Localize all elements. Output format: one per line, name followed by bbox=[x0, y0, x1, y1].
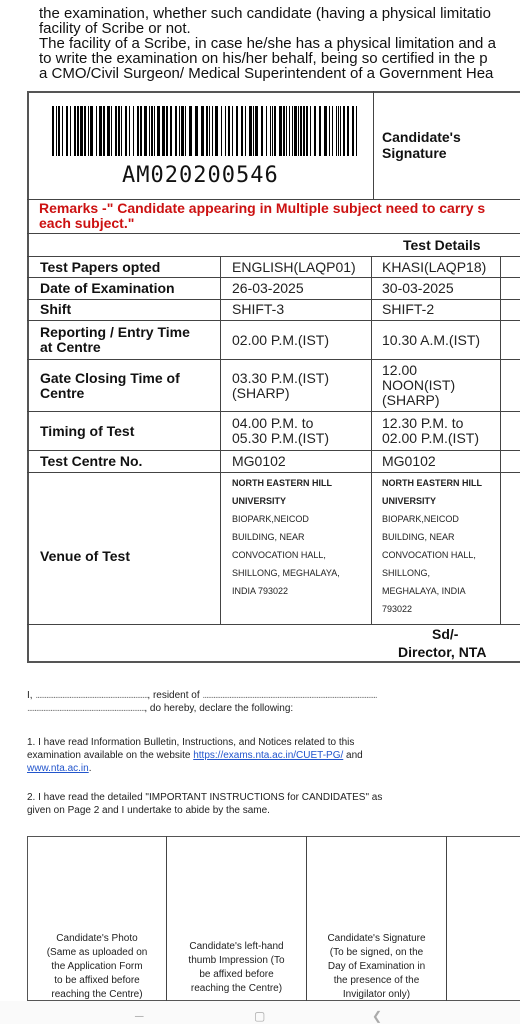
barcode-bar bbox=[338, 106, 339, 156]
barcode-bar bbox=[314, 106, 316, 156]
barcode-bar bbox=[129, 106, 130, 156]
barcode-bar bbox=[306, 106, 308, 156]
barcode-bar bbox=[133, 106, 134, 156]
row-label-test-papers: Test Papers opted bbox=[40, 259, 161, 275]
back-icon[interactable]: ❮ bbox=[372, 1009, 383, 1023]
barcode-bar bbox=[111, 106, 112, 156]
barcode-bar bbox=[300, 106, 302, 156]
barcode-bar bbox=[140, 106, 142, 156]
row-divider bbox=[27, 411, 520, 412]
barcode-bar bbox=[356, 106, 357, 156]
venue-1-value bbox=[232, 474, 340, 600]
value-line: 02.00 P.M.(IST) bbox=[382, 430, 480, 446]
declaration-text: 2. I have read the detailed "IMPORTANT INSTRUCTIONS for CANDIDATES" as bbox=[27, 792, 383, 803]
venue-line: CONVOCATION HALL, bbox=[382, 550, 476, 560]
value-line: 04.00 P.M. to bbox=[232, 415, 314, 431]
barcode-bar bbox=[77, 106, 79, 156]
director-title: Director, NTA bbox=[398, 644, 487, 660]
application-number: AM020200546 bbox=[122, 163, 279, 188]
barcode-bar bbox=[70, 106, 71, 156]
value-line: (SHARP) bbox=[382, 392, 440, 408]
caption-line: (Same as uploaded on bbox=[46, 947, 148, 958]
caption-line: reaching the Centre) bbox=[51, 989, 143, 1000]
row-label-shift: Shift bbox=[40, 301, 72, 317]
blank-line: ............................................................... bbox=[35, 690, 148, 701]
barcode-bar bbox=[62, 106, 63, 156]
barcode-bar bbox=[90, 106, 93, 156]
declaration-line-2 bbox=[27, 702, 293, 715]
barcode-bar bbox=[324, 106, 327, 156]
barcode-bar bbox=[255, 106, 258, 156]
gate-2-value bbox=[382, 363, 455, 408]
venue-line: SHILLONG, MEGHALAYA, bbox=[232, 568, 340, 578]
barcode-bar bbox=[215, 106, 218, 156]
scribe-instructions bbox=[39, 6, 520, 81]
barcode-bar bbox=[274, 106, 276, 156]
system-nav-bar bbox=[0, 1001, 520, 1024]
venue-line: MEGHALAYA, INDIA bbox=[382, 586, 466, 596]
barcode-bar bbox=[118, 106, 120, 156]
barcode-bar bbox=[201, 106, 204, 156]
home-icon[interactable]: ▢ bbox=[254, 1009, 266, 1023]
barcode-bar bbox=[195, 106, 198, 156]
barcode-bar bbox=[279, 106, 282, 156]
label-line: Reporting / Entry Time bbox=[40, 324, 190, 340]
row-divider bbox=[27, 624, 520, 625]
row-divider bbox=[27, 320, 520, 321]
declaration-text: , do hereby, declare the following: bbox=[144, 703, 294, 714]
barcode-bar bbox=[221, 106, 222, 156]
barcode-bar bbox=[270, 106, 271, 156]
barcode-bar bbox=[66, 106, 68, 156]
barcode-bar bbox=[157, 106, 160, 156]
date-1-value: 26-03-2025 bbox=[232, 280, 304, 296]
barcode-bar bbox=[294, 106, 297, 156]
barcode-bar bbox=[149, 106, 150, 156]
caption-line: Invigilator only) bbox=[342, 989, 411, 1000]
barcode-bar bbox=[253, 106, 254, 156]
instruction-line: the examination, whether such candidate (having a physical limitatio bbox=[39, 6, 491, 22]
caption-line: (To be signed, on the bbox=[329, 947, 424, 958]
caption-line: be affixed before bbox=[199, 969, 274, 980]
instruction-line: The facility of a Scribe, in case he/she has a physical limitation and a bbox=[39, 35, 496, 52]
value-line: 12.00 bbox=[382, 362, 418, 378]
value-line: NOON(IST) bbox=[382, 377, 456, 393]
declaration-text: and bbox=[343, 750, 363, 761]
barcode-bar bbox=[236, 106, 238, 156]
column-divider bbox=[371, 256, 372, 624]
remarks-text bbox=[39, 201, 520, 231]
barcode-bar bbox=[225, 106, 226, 156]
barcode-bar bbox=[175, 106, 177, 156]
reporting-1-value: 02.00 P.M.(IST) bbox=[232, 332, 330, 348]
label-line: Gate Closing Time of bbox=[40, 370, 180, 386]
remarks-line: Remarks -" Candidate appearing in Multiple subject need to carry s bbox=[39, 201, 486, 216]
caption-line: Candidate's Photo bbox=[56, 933, 138, 944]
divider bbox=[27, 233, 520, 234]
paper-2-value: KHASI(LAQP18) bbox=[382, 259, 487, 275]
caption-line: thumb Impression (To bbox=[188, 955, 285, 966]
row-divider bbox=[27, 472, 520, 473]
barcode-bar bbox=[303, 106, 305, 156]
barcode-bar bbox=[185, 106, 186, 156]
barcode-bar bbox=[115, 106, 117, 156]
barcode-bar bbox=[107, 106, 110, 156]
centre-1-value: MG0102 bbox=[232, 453, 286, 469]
caption-line: Candidate's Signature bbox=[327, 933, 426, 944]
barcode-bar bbox=[289, 106, 290, 156]
declaration-text: I, bbox=[27, 690, 36, 701]
barcode-bar bbox=[228, 106, 230, 156]
barcode-bar bbox=[96, 106, 97, 156]
venue-2-value bbox=[382, 474, 482, 618]
barcode-bar bbox=[154, 106, 155, 156]
thumb-box-caption bbox=[167, 940, 306, 996]
box-divider bbox=[446, 836, 447, 1001]
instruction-line: facility of Scribe or not. bbox=[39, 20, 191, 37]
venue-line: NORTH EASTERN HILL bbox=[232, 478, 332, 488]
row-divider bbox=[27, 277, 520, 278]
barcode-bar bbox=[84, 106, 86, 156]
venue-line: UNIVERSITY bbox=[382, 496, 437, 506]
caption-line: the Application Form bbox=[51, 961, 143, 972]
barcode-bar bbox=[162, 106, 165, 156]
row-label-timing: Timing of Test bbox=[40, 423, 135, 439]
barcode-bar bbox=[52, 106, 54, 156]
barcode-bar bbox=[121, 106, 122, 156]
caption-line: Day of Examination in bbox=[327, 961, 426, 972]
declaration-line-1 bbox=[27, 689, 377, 702]
barcode-bar bbox=[347, 106, 349, 156]
barcode-bar bbox=[166, 106, 168, 156]
caption-line: the presence of the bbox=[333, 975, 420, 986]
barcode-bar bbox=[245, 106, 246, 156]
barcode-bar bbox=[261, 106, 263, 156]
row-label-reporting bbox=[40, 325, 190, 355]
venue-line: BIOPARK,NEICOD bbox=[382, 514, 459, 524]
row-divider bbox=[27, 359, 520, 360]
signature-label-line: Signature bbox=[382, 145, 447, 161]
barcode-bar bbox=[292, 106, 293, 156]
venue-line: BUILDING, NEAR bbox=[382, 532, 455, 542]
declaration-item-1 bbox=[27, 736, 363, 775]
venue-line: BUILDING, NEAR bbox=[232, 532, 305, 542]
barcode-bar bbox=[336, 106, 337, 156]
barcode-bar bbox=[125, 106, 127, 156]
barcode-bar bbox=[298, 106, 299, 156]
declaration-item-2 bbox=[27, 791, 382, 817]
divider bbox=[27, 256, 520, 257]
barcode-bar bbox=[332, 106, 333, 156]
barcode-image bbox=[52, 106, 362, 156]
remarks-line: each subject." bbox=[39, 215, 135, 231]
timing-2-value bbox=[382, 416, 479, 446]
test-details-header: Test Details bbox=[403, 237, 481, 253]
shift-2-value: SHIFT-2 bbox=[382, 301, 435, 317]
barcode-bar bbox=[319, 106, 321, 156]
divider bbox=[27, 199, 520, 200]
cuet-pg-link[interactable]: https://exams.nta.ac.in/CUET-PG/ bbox=[193, 750, 344, 761]
instruction-line: a CMO/Civil Surgeon/ Medical Superintendent of a Government Hea bbox=[39, 65, 494, 81]
venue-line: CONVOCATION HALL, bbox=[232, 550, 326, 560]
venue-line: INDIA 793022 bbox=[232, 586, 289, 596]
value-line: 12.30 P.M. to bbox=[382, 415, 464, 431]
barcode-bar bbox=[56, 106, 57, 156]
barcode-bar bbox=[249, 106, 252, 156]
reporting-2-value: 10.30 A.M.(IST) bbox=[382, 332, 481, 348]
barcode-bar bbox=[181, 106, 184, 156]
barcode-bar bbox=[189, 106, 192, 156]
instruction-line: to write the examination on his/her behalf, being so certified in the p bbox=[39, 50, 488, 67]
centre-2-value: MG0102 bbox=[382, 453, 436, 469]
date-2-value: 30-03-2025 bbox=[382, 280, 454, 296]
barcode-bar bbox=[241, 106, 243, 156]
photo-box-caption bbox=[28, 932, 166, 1002]
barcode-bar bbox=[266, 106, 267, 156]
barcode-bar bbox=[151, 106, 153, 156]
recent-apps-icon[interactable]: ─ bbox=[135, 1009, 144, 1023]
caption-line: Candidate's left-hand bbox=[189, 941, 284, 952]
barcode-bar bbox=[80, 106, 83, 156]
paper-1-value: ENGLISH(LAQP01) bbox=[232, 259, 356, 275]
column-divider bbox=[500, 256, 501, 624]
value-line: (SHARP) bbox=[232, 385, 290, 401]
venue-line: NORTH EASTERN HILL bbox=[382, 478, 482, 488]
signature-box-caption bbox=[307, 932, 446, 1002]
barcode-bar bbox=[352, 106, 354, 156]
barcode-bar bbox=[329, 106, 330, 156]
label-line: at Centre bbox=[40, 339, 101, 355]
declaration-text: examination available on the website bbox=[27, 750, 194, 761]
signature-label-line: Candidate's bbox=[382, 129, 461, 145]
declaration-text: 1. I have read Information Bulletin, Instructions, and Notices related to this bbox=[27, 737, 355, 748]
barcode-bar bbox=[170, 106, 172, 156]
barcode-bar bbox=[179, 106, 180, 156]
caption-line: to be affixed before bbox=[54, 975, 140, 986]
barcode-bar bbox=[137, 106, 139, 156]
declaration-text: , resident of bbox=[147, 690, 203, 701]
venue-line: BIOPARK,NEICOD bbox=[232, 514, 309, 524]
barcode-bar bbox=[340, 106, 341, 156]
barcode-bar bbox=[206, 106, 208, 156]
blank-line: .................................................................................................. bbox=[202, 690, 377, 701]
barcode-bar bbox=[88, 106, 89, 156]
gate-1-value bbox=[232, 371, 329, 401]
row-label-gate-closing bbox=[40, 371, 180, 401]
barcode-bar bbox=[343, 106, 345, 156]
row-divider bbox=[27, 299, 520, 300]
venue-line: 793022 bbox=[382, 604, 413, 614]
row-label-centre-no: Test Centre No. bbox=[40, 453, 143, 469]
signed-mark: Sd/- bbox=[432, 626, 459, 642]
blank-line: .................................................................. bbox=[27, 703, 145, 714]
declaration-text: . bbox=[88, 763, 92, 774]
barcode-bar bbox=[286, 106, 287, 156]
value-line: 03.30 P.M.(IST) bbox=[232, 370, 330, 386]
barcode-bar bbox=[58, 106, 60, 156]
barcode-bar bbox=[74, 106, 76, 156]
caption-line: reaching the Centre) bbox=[190, 983, 283, 994]
barcode-bar bbox=[232, 106, 233, 156]
timing-1-value bbox=[232, 416, 329, 446]
row-divider bbox=[27, 450, 520, 451]
column-divider bbox=[220, 256, 221, 624]
barcode-bar bbox=[209, 106, 210, 156]
barcode-bar bbox=[103, 106, 105, 156]
barcode-bar bbox=[272, 106, 273, 156]
barcode-bar bbox=[99, 106, 102, 156]
value-line: 05.30 P.M.(IST) bbox=[232, 430, 330, 446]
venue-line: SHILLONG, bbox=[382, 568, 431, 578]
shift-1-value: SHIFT-3 bbox=[232, 301, 285, 317]
barcode-bar bbox=[283, 106, 285, 156]
nta-website-link[interactable]: www.nta.ac.in bbox=[27, 763, 89, 774]
barcode-bar bbox=[212, 106, 213, 156]
barcode-bar bbox=[144, 106, 147, 156]
barcode-bar bbox=[310, 106, 311, 156]
row-label-venue: Venue of Test bbox=[40, 548, 130, 564]
declaration-text: given on Page 2 and I undertake to abide by the same. bbox=[27, 805, 270, 816]
row-label-date: Date of Examination bbox=[40, 280, 175, 296]
label-line: Centre bbox=[40, 385, 85, 401]
venue-line: UNIVERSITY bbox=[232, 496, 287, 506]
candidate-signature-label bbox=[382, 129, 461, 161]
